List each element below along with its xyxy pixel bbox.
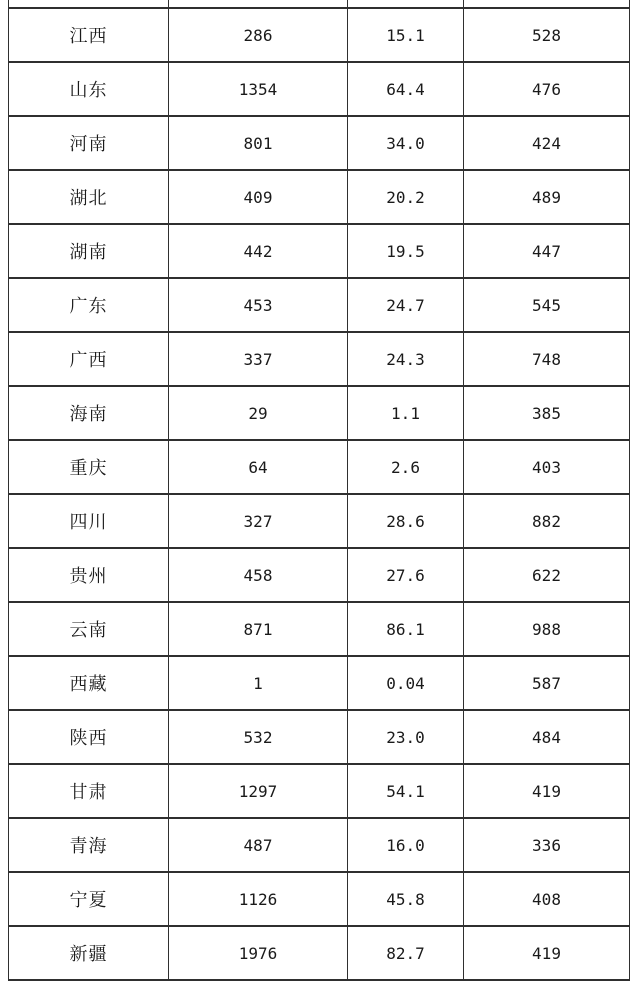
value-cell: 622 [464,548,630,602]
value-cell: 24.7 [348,278,464,332]
province-cell: 新疆 [9,926,169,980]
value-cell: 86.1 [348,602,464,656]
value-cell: 447 [464,224,630,278]
table-row [9,440,630,494]
value-cell: 1.1 [348,386,464,440]
cutoff-cell [348,0,464,8]
table-row [9,170,630,224]
table-row [9,332,630,386]
value-cell: 28.6 [348,494,464,548]
cutoff-cell [464,0,630,8]
value-cell: 545 [464,278,630,332]
province-cell: 四川 [9,494,169,548]
value-cell: 64.4 [348,62,464,116]
table-row [9,278,630,332]
value-cell: 453 [169,278,348,332]
province-cell: 青海 [9,818,169,872]
table-body [9,0,630,980]
cutoff-row [9,0,630,8]
province-cell: 贵州 [9,548,169,602]
value-cell: 458 [169,548,348,602]
value-cell: 419 [464,926,630,980]
value-cell: 45.8 [348,872,464,926]
value-cell: 442 [169,224,348,278]
value-cell: 327 [169,494,348,548]
value-cell: 2.6 [348,440,464,494]
value-cell: 1354 [169,62,348,116]
province-cell: 重庆 [9,440,169,494]
cutoff-cell [9,0,169,8]
value-cell: 24.3 [348,332,464,386]
value-cell: 34.0 [348,116,464,170]
table-row [9,224,630,278]
value-cell: 15.1 [348,8,464,62]
province-cell: 西藏 [9,656,169,710]
value-cell: 1297 [169,764,348,818]
table-row [9,548,630,602]
value-cell: 337 [169,332,348,386]
table-row [9,764,630,818]
province-cell: 山东 [9,62,169,116]
value-cell: 82.7 [348,926,464,980]
value-cell: 0.04 [348,656,464,710]
province-cell: 湖北 [9,170,169,224]
value-cell: 1 [169,656,348,710]
value-cell: 489 [464,170,630,224]
value-cell: 801 [169,116,348,170]
value-cell: 532 [169,710,348,764]
province-cell: 宁夏 [9,872,169,926]
value-cell: 19.5 [348,224,464,278]
province-cell: 甘肃 [9,764,169,818]
province-cell: 河南 [9,116,169,170]
value-cell: 528 [464,8,630,62]
value-cell: 29 [169,386,348,440]
value-cell: 408 [464,872,630,926]
value-cell: 871 [169,602,348,656]
value-cell: 54.1 [348,764,464,818]
province-cell: 海南 [9,386,169,440]
table-row [9,8,630,62]
table-row [9,602,630,656]
data-table [8,0,630,981]
value-cell: 424 [464,116,630,170]
province-cell: 湖南 [9,224,169,278]
value-cell: 882 [464,494,630,548]
value-cell: 336 [464,818,630,872]
value-cell: 23.0 [348,710,464,764]
table-row [9,62,630,116]
value-cell: 16.0 [348,818,464,872]
table-row [9,116,630,170]
province-cell: 广西 [9,332,169,386]
province-cell: 陕西 [9,710,169,764]
table-row [9,710,630,764]
table-row [9,818,630,872]
value-cell: 1976 [169,926,348,980]
value-cell: 403 [464,440,630,494]
value-cell: 587 [464,656,630,710]
province-cell: 云南 [9,602,169,656]
value-cell: 385 [464,386,630,440]
cutoff-cell [169,0,348,8]
table-row [9,386,630,440]
value-cell: 487 [169,818,348,872]
value-cell: 419 [464,764,630,818]
value-cell: 409 [169,170,348,224]
value-cell: 748 [464,332,630,386]
table-row [9,872,630,926]
value-cell: 286 [169,8,348,62]
table-row [9,656,630,710]
table-row [9,926,630,980]
value-cell: 20.2 [348,170,464,224]
value-cell: 476 [464,62,630,116]
value-cell: 1126 [169,872,348,926]
value-cell: 988 [464,602,630,656]
value-cell: 484 [464,710,630,764]
province-cell: 江西 [9,8,169,62]
province-cell: 广东 [9,278,169,332]
table-row [9,494,630,548]
value-cell: 64 [169,440,348,494]
value-cell: 27.6 [348,548,464,602]
